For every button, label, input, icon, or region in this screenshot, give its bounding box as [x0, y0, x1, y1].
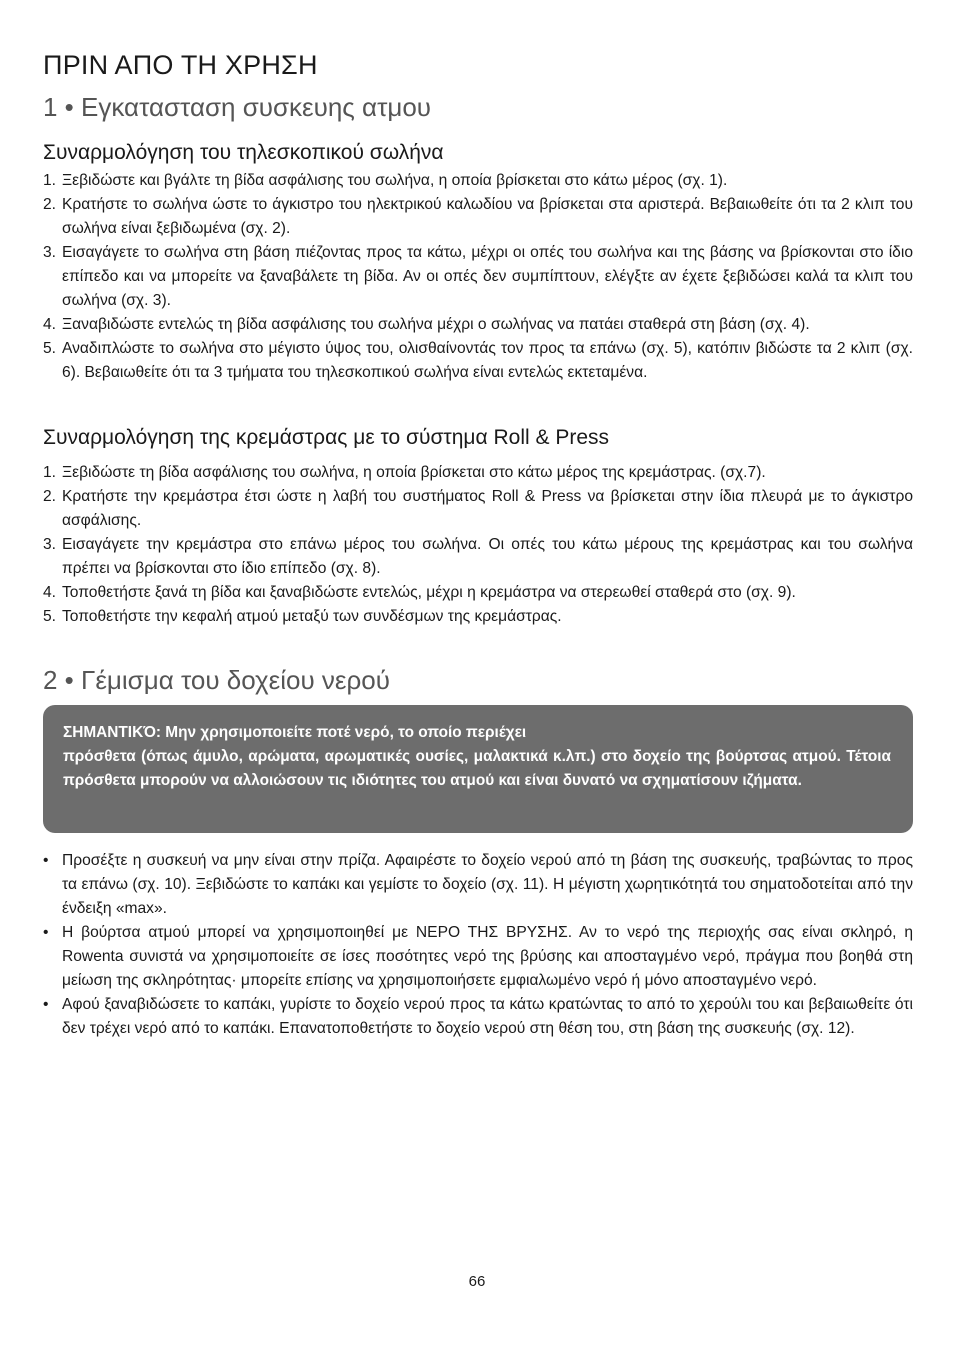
list-item: 1. Ξεβιδώστε τη βίδα ασφάλισης του σωλήνα, η οποία βρίσκεται στο κάτω μέρος της κρεμάστρας. (σχ.7).: [43, 464, 766, 481]
section-2-heading: 2 • Γέμισμα του δοχείου νερού: [43, 665, 390, 695]
notice-text: πρόσθετα (όπως άμυλο, αρώματα, αρωματικές ουσίες, μαλακτικά κ.λπ.) στο δοχείο της βούρτσας ατμού. Τέτοια πρόσθετα μπορούν να αλλοιώσουν τις ιδιότητες του ατμού και είναι δυνατό να σχηματίσουν ιζήματα.: [63, 748, 891, 789]
list-item: 5. Τοποθετήστε την κεφαλή ατμού μεταξύ των συνδέσμων της κρεμάστρας.: [43, 608, 562, 625]
list-item: 2. Κρατήστε την κρεμάστρα έτσι ώστε η λαβή του συστήματος Roll & Press να βρίσκεται στην ίδια πλευρά με το άγκιστρο ασφάλισης.: [43, 488, 913, 529]
subsection-telescopic-tube-heading: Συναρμολόγηση του τηλεσκοπικού σωλήνα: [43, 141, 444, 164]
list-item: 3. Εισαγάγετε το σωλήνα στη βάση πιέζοντας προς τα κάτω, μέχρι οι οπές του σωλήνα και της βάσης να βρίσκονται στο ίδιο επίπεδο και να μπορείτε να ξαναβάλετε τη βίδα. Αν οι οπές δεν συμπίπτουν, ελέγξτε αν έχετε ξεβιδώσει καλά τα κλιπ του σωλήνα (σχ. 3).: [43, 244, 913, 309]
list-item: • Η βούρτσα ατμού μπορεί να χρησιμοποιηθεί με ΝΕΡΟ ΤΗΣ ΒΡΥΣΗΣ. Αν το νερό της περιοχής σας είναι σκληρό, η Rowenta συνιστά να χρησιμοποιείτε σε ίσες ποσότητες νερό της βρύσης και αποσταγμένο νερό, πράγμα που βοηθά στη μείωση της σκληρότητας· μπορείτε επίσης να χρησιμοποιήσετε εμφιαλωμένο νερό ή μόνο αποσταγμένο νερό.: [43, 924, 913, 989]
section-1-heading: 1 • Εγκατασταση συσκευης ατμου: [43, 92, 432, 122]
page-number: 66: [468, 1273, 486, 1290]
list-item: 4. Ξαναβιδώστε εντελώς τη βίδα ασφάλισης του σωλήνα μέχρι ο σωλήνας να πατάει σταθερά στη βάση (σχ. 4).: [43, 316, 810, 333]
important-notice-box: [43, 705, 913, 833]
list-item: • Αφού ξαναβιδώσετε το καπάκι, γυρίστε το δοχείο νερού προς τα κάτω κρατώντας το από το χερούλι του και βεβαιωθείτε ότι δεν τρέχει νερό από το καπάκι. Επανατοποθετήστε το δοχείο νερού στη θέση του, στη βάση της συσκευής (σχ. 12).: [43, 996, 913, 1037]
list-item: • Προσέξτε η συσκευή να μην είναι στην πρίζα. Αφαιρέστε το δοχείο νερού από τη βάση της συσκευής, τραβώντας το προς τα επάνω (σχ. 10). Ξεβιδώστε το καπάκι και γεμίστε το δοχείο (σχ. 11). Η μέγιστη χωρητικότητά του σηματοδοτείται από την ένδειξη «max».: [43, 852, 913, 917]
list-item: 5. Αναδιπλώστε το σωλήνα στο μέγιστο ύψος του, ολισθαίνοντάς τον προς τα επάνω (σχ. 5), κατόπιν βιδώστε τα 2 κλιπ (σχ. 6). Βεβαιωθείτε ότι τα 3 τμήματα του τηλεσκοπικού σωλήνα είναι εντελώς εκτεταμένα.: [43, 340, 913, 381]
list-item: 3. Εισαγάγετε την κρεμάστρα στο επάνω μέρος του σωλήνα. Οι οπές του κάτω μέρους της κρεμάστρας και του σωλήνα πρέπει να βρίσκονται στο ίδιο επίπεδο (σχ. 8).: [43, 536, 913, 577]
water-tank-instructions: [43, 849, 913, 1041]
notice-first-line: ΣΗΜΑΝΤΙΚΌ: Μην χρησιμοποιείτε ποτέ νερό, το οποίο περιέχει: [63, 724, 527, 741]
telescopic-tube-steps: [43, 169, 913, 385]
list-item: 1. Ξεβιδώστε και βγάλτε τη βίδα ασφάλισης του σωλήνα, η οποία βρίσκεται στο κάτω μέρος (σχ. 1).: [43, 172, 728, 189]
hanger-steps: [43, 461, 913, 629]
list-item: 4. Τοποθετήστε ξανά τη βίδα και ξαναβιδώστε εντελώς, μέχρι η κρεμάστρα να στερεωθεί σταθερά στο (σχ. 9).: [43, 584, 796, 601]
subsection-hanger-heading: Συναρμολόγηση της κρεμάστρας με το σύστημα Roll & Press: [43, 426, 610, 449]
list-item: 2. Κρατήστε το σωλήνα ώστε το άγκιστρο του ηλεκτρικού καλωδίου να βρίσκεται στα αριστερά. Βεβαιωθείτε ότι τα 2 κλιπ του σωλήνα είναι ξεβιδωμένα (σχ. 2).: [43, 196, 913, 237]
page-title: ΠΡΙΝ ΑΠΟ ΤΗ ΧΡΗΣΗ: [43, 50, 318, 80]
